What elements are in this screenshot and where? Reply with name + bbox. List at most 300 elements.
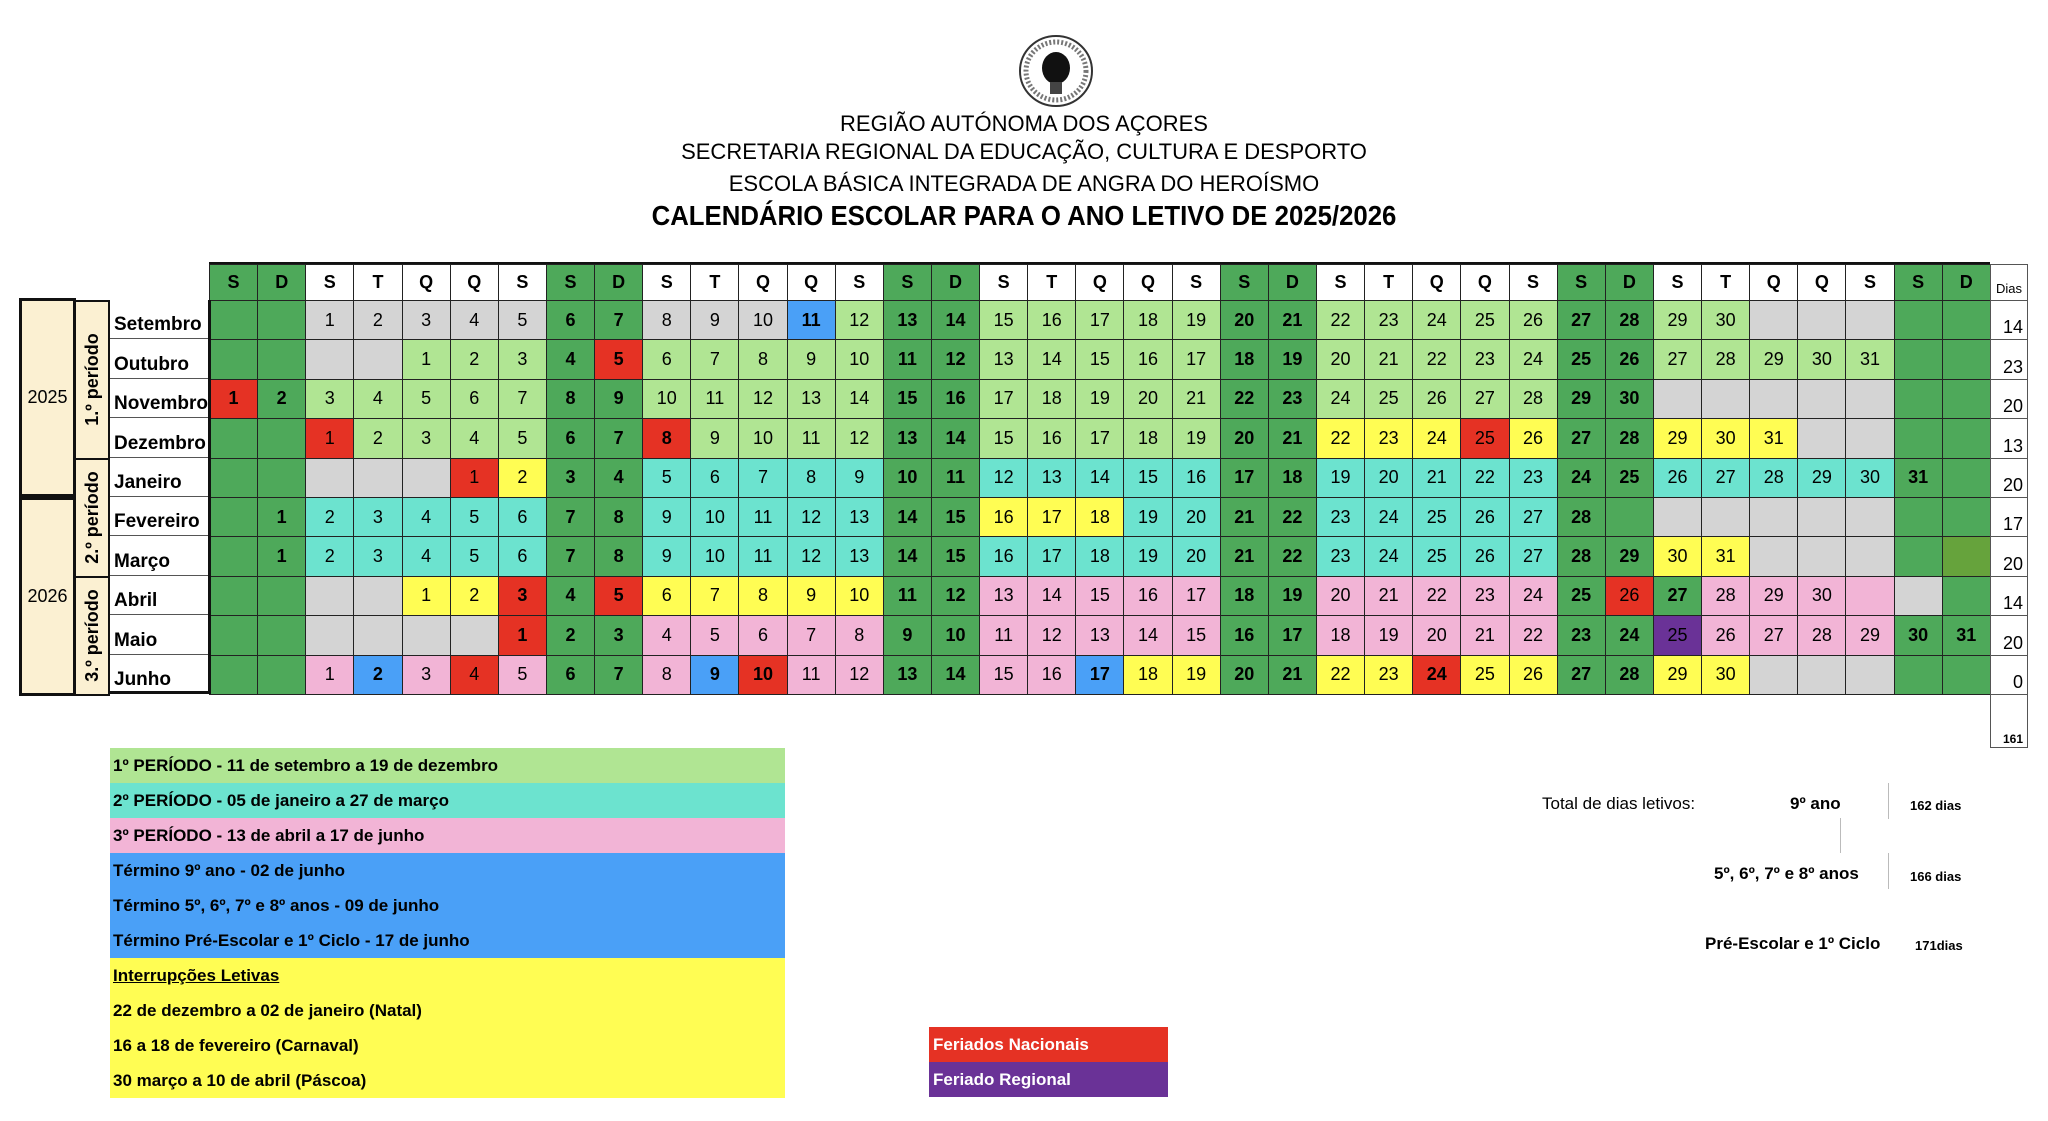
day-cell[interactable]: 11 [883, 576, 932, 616]
day-cell[interactable] [1942, 458, 1991, 498]
day-cell[interactable]: 8 [594, 536, 643, 576]
day-cell[interactable]: 25 [1557, 339, 1606, 379]
day-cell[interactable] [209, 655, 258, 695]
day-cell[interactable]: 9 [835, 458, 884, 498]
day-cell[interactable]: 14 [883, 497, 932, 537]
day-cell[interactable]: 19 [1123, 497, 1172, 537]
day-cell[interactable]: 14 [1075, 458, 1124, 498]
day-cell[interactable]: 13 [883, 300, 932, 340]
day-cell[interactable]: 24 [1412, 300, 1461, 340]
day-cell[interactable]: 9 [787, 576, 836, 616]
day-cell[interactable]: 17 [1027, 497, 1076, 537]
day-cell[interactable]: 21 [1220, 536, 1269, 576]
day-cell[interactable]: 30 [1797, 576, 1846, 616]
day-cell[interactable] [257, 300, 306, 340]
day-cell[interactable]: 25 [1557, 576, 1606, 616]
day-cell[interactable]: 29 [1653, 300, 1702, 340]
day-cell[interactable]: 12 [979, 458, 1028, 498]
day-cell[interactable]: 10 [738, 655, 787, 695]
day-cell[interactable]: 6 [546, 655, 595, 695]
day-cell[interactable]: 12 [931, 339, 980, 379]
day-cell[interactable]: 26 [1605, 576, 1654, 616]
day-cell[interactable]: 17 [1172, 339, 1221, 379]
day-cell[interactable]: 28 [1749, 458, 1798, 498]
day-cell[interactable] [209, 536, 258, 576]
day-cell[interactable]: 20 [1316, 339, 1365, 379]
day-cell[interactable]: 15 [931, 536, 980, 576]
day-cell[interactable]: 24 [1364, 497, 1413, 537]
day-cell[interactable]: 12 [835, 300, 884, 340]
day-cell[interactable] [353, 576, 402, 616]
day-cell[interactable]: 31 [1701, 536, 1750, 576]
day-cell[interactable]: 10 [738, 300, 787, 340]
day-cell[interactable]: 2 [546, 615, 595, 655]
day-cell[interactable]: 20 [1220, 655, 1269, 695]
day-cell[interactable]: 8 [642, 655, 691, 695]
day-cell[interactable]: 7 [594, 418, 643, 458]
day-cell[interactable]: 25 [1364, 379, 1413, 419]
day-cell[interactable] [209, 615, 258, 655]
day-cell[interactable]: 23 [1316, 536, 1365, 576]
day-cell[interactable]: 2 [498, 458, 547, 498]
day-cell[interactable]: 6 [642, 339, 691, 379]
day-cell[interactable]: 19 [1172, 655, 1221, 695]
day-cell[interactable]: 26 [1653, 458, 1702, 498]
day-cell[interactable]: 24 [1605, 615, 1654, 655]
day-cell[interactable]: 4 [450, 300, 499, 340]
day-cell[interactable] [1845, 300, 1894, 340]
day-cell[interactable]: 6 [642, 576, 691, 616]
day-cell[interactable]: 8 [738, 576, 787, 616]
day-cell[interactable]: 17 [1172, 576, 1221, 616]
day-cell[interactable]: 22 [1316, 418, 1365, 458]
day-cell[interactable]: 19 [1172, 418, 1221, 458]
day-cell[interactable]: 31 [1845, 339, 1894, 379]
day-cell[interactable]: 11 [979, 615, 1028, 655]
day-cell[interactable]: 13 [883, 655, 932, 695]
day-cell[interactable]: 2 [450, 576, 499, 616]
day-cell[interactable]: 14 [883, 536, 932, 576]
day-cell[interactable]: 17 [1075, 300, 1124, 340]
day-cell[interactable]: 16 [1220, 615, 1269, 655]
day-cell[interactable]: 15 [1075, 339, 1124, 379]
day-cell[interactable]: 13 [835, 536, 884, 576]
day-cell[interactable]: 8 [642, 300, 691, 340]
day-cell[interactable]: 6 [690, 458, 739, 498]
day-cell[interactable]: 31 [1749, 418, 1798, 458]
day-cell[interactable]: 11 [931, 458, 980, 498]
day-cell[interactable]: 3 [402, 418, 451, 458]
day-cell[interactable]: 26 [1509, 300, 1558, 340]
day-cell[interactable]: 24 [1316, 379, 1365, 419]
day-cell[interactable] [209, 458, 258, 498]
day-cell[interactable]: 3 [498, 576, 547, 616]
day-cell[interactable] [209, 418, 258, 458]
day-cell[interactable]: 13 [1075, 615, 1124, 655]
day-cell[interactable]: 3 [353, 536, 402, 576]
day-cell[interactable]: 21 [1364, 339, 1413, 379]
day-cell[interactable]: 7 [690, 576, 739, 616]
day-cell[interactable]: 29 [1749, 576, 1798, 616]
day-cell[interactable]: 8 [738, 339, 787, 379]
day-cell[interactable] [1749, 497, 1798, 537]
day-cell[interactable]: 17 [1220, 458, 1269, 498]
day-cell[interactable]: 19 [1268, 576, 1317, 616]
day-cell[interactable]: 4 [546, 339, 595, 379]
day-cell[interactable]: 22 [1316, 655, 1365, 695]
day-cell[interactable]: 22 [1412, 339, 1461, 379]
day-cell[interactable]: 13 [883, 418, 932, 458]
day-cell[interactable]: 1 [305, 418, 354, 458]
day-cell[interactable]: 8 [787, 458, 836, 498]
day-cell[interactable]: 10 [931, 615, 980, 655]
day-cell[interactable]: 8 [546, 379, 595, 419]
day-cell[interactable]: 18 [1123, 418, 1172, 458]
day-cell[interactable]: 28 [1605, 300, 1654, 340]
day-cell[interactable]: 28 [1701, 576, 1750, 616]
day-cell[interactable]: 26 [1509, 418, 1558, 458]
day-cell[interactable]: 11 [787, 655, 836, 695]
day-cell[interactable]: 16 [1027, 418, 1076, 458]
day-cell[interactable] [257, 339, 306, 379]
day-cell[interactable] [1653, 497, 1702, 537]
day-cell[interactable]: 3 [402, 300, 451, 340]
day-cell[interactable] [1894, 576, 1943, 616]
day-cell[interactable]: 21 [1268, 418, 1317, 458]
day-cell[interactable]: 15 [1123, 458, 1172, 498]
day-cell[interactable]: 26 [1412, 379, 1461, 419]
day-cell[interactable]: 18 [1075, 497, 1124, 537]
day-cell[interactable] [257, 576, 306, 616]
day-cell[interactable]: 6 [738, 615, 787, 655]
day-cell[interactable]: 5 [402, 379, 451, 419]
day-cell[interactable]: 27 [1509, 536, 1558, 576]
day-cell[interactable] [1605, 497, 1654, 537]
day-cell[interactable]: 20 [1123, 379, 1172, 419]
day-cell[interactable]: 13 [979, 576, 1028, 616]
day-cell[interactable]: 13 [1027, 458, 1076, 498]
day-cell[interactable]: 30 [1701, 418, 1750, 458]
day-cell[interactable]: 15 [1172, 615, 1221, 655]
day-cell[interactable]: 30 [1701, 655, 1750, 695]
day-cell[interactable]: 15 [931, 497, 980, 537]
day-cell[interactable]: 24 [1557, 458, 1606, 498]
day-cell[interactable]: 1 [257, 497, 306, 537]
day-cell[interactable]: 25 [1460, 418, 1509, 458]
day-cell[interactable] [257, 615, 306, 655]
day-cell[interactable]: 15 [979, 655, 1028, 695]
day-cell[interactable]: 17 [1075, 418, 1124, 458]
day-cell[interactable]: 29 [1653, 418, 1702, 458]
day-cell[interactable]: 25 [1605, 458, 1654, 498]
day-cell[interactable]: 2 [353, 655, 402, 695]
day-cell[interactable]: 10 [690, 497, 739, 537]
day-cell[interactable]: 19 [1123, 536, 1172, 576]
day-cell[interactable]: 27 [1701, 458, 1750, 498]
day-cell[interactable]: 29 [1605, 536, 1654, 576]
day-cell[interactable]: 26 [1460, 497, 1509, 537]
day-cell[interactable]: 5 [498, 300, 547, 340]
day-cell[interactable] [1894, 418, 1943, 458]
day-cell[interactable] [257, 418, 306, 458]
day-cell[interactable] [402, 615, 451, 655]
day-cell[interactable]: 23 [1460, 339, 1509, 379]
day-cell[interactable]: 31 [1894, 458, 1943, 498]
day-cell[interactable]: 26 [1509, 655, 1558, 695]
day-cell[interactable]: 20 [1364, 458, 1413, 498]
day-cell[interactable]: 18 [1268, 458, 1317, 498]
day-cell[interactable]: 12 [738, 379, 787, 419]
day-cell[interactable] [209, 339, 258, 379]
day-cell[interactable] [1894, 379, 1943, 419]
day-cell[interactable]: 3 [402, 655, 451, 695]
day-cell[interactable]: 9 [787, 339, 836, 379]
day-cell[interactable]: 19 [1316, 458, 1365, 498]
day-cell[interactable]: 7 [594, 655, 643, 695]
day-cell[interactable]: 7 [498, 379, 547, 419]
day-cell[interactable]: 29 [1557, 379, 1606, 419]
day-cell[interactable]: 2 [257, 379, 306, 419]
day-cell[interactable]: 18 [1220, 576, 1269, 616]
day-cell[interactable] [1797, 536, 1846, 576]
day-cell[interactable]: 5 [498, 655, 547, 695]
day-cell[interactable] [1894, 339, 1943, 379]
day-cell[interactable]: 1 [450, 458, 499, 498]
day-cell[interactable]: 1 [402, 339, 451, 379]
day-cell[interactable] [257, 458, 306, 498]
day-cell[interactable]: 27 [1653, 576, 1702, 616]
day-cell[interactable]: 26 [1701, 615, 1750, 655]
day-cell[interactable]: 27 [1749, 615, 1798, 655]
day-cell[interactable]: 6 [498, 497, 547, 537]
day-cell[interactable]: 9 [690, 300, 739, 340]
day-cell[interactable]: 16 [1027, 655, 1076, 695]
day-cell[interactable] [1894, 300, 1943, 340]
day-cell[interactable]: 23 [1316, 497, 1365, 537]
day-cell[interactable] [1942, 300, 1991, 340]
day-cell[interactable] [1894, 497, 1943, 537]
day-cell[interactable]: 9 [690, 655, 739, 695]
day-cell[interactable]: 5 [450, 536, 499, 576]
day-cell[interactable]: 23 [1557, 615, 1606, 655]
day-cell[interactable] [305, 615, 354, 655]
day-cell[interactable]: 5 [690, 615, 739, 655]
day-cell[interactable]: 23 [1364, 418, 1413, 458]
day-cell[interactable] [1894, 655, 1943, 695]
day-cell[interactable]: 17 [1268, 615, 1317, 655]
day-cell[interactable] [1653, 379, 1702, 419]
day-cell[interactable]: 26 [1605, 339, 1654, 379]
day-cell[interactable]: 15 [1075, 576, 1124, 616]
day-cell[interactable]: 18 [1123, 655, 1172, 695]
day-cell[interactable]: 22 [1316, 300, 1365, 340]
day-cell[interactable]: 28 [1509, 379, 1558, 419]
day-cell[interactable]: 13 [835, 497, 884, 537]
day-cell[interactable]: 9 [594, 379, 643, 419]
day-cell[interactable]: 1 [305, 655, 354, 695]
day-cell[interactable] [1749, 655, 1798, 695]
day-cell[interactable]: 21 [1460, 615, 1509, 655]
day-cell[interactable]: 15 [883, 379, 932, 419]
day-cell[interactable]: 16 [979, 536, 1028, 576]
day-cell[interactable] [1749, 379, 1798, 419]
day-cell[interactable]: 15 [979, 418, 1028, 458]
day-cell[interactable]: 30 [1845, 458, 1894, 498]
day-cell[interactable] [353, 615, 402, 655]
day-cell[interactable]: 11 [690, 379, 739, 419]
day-cell[interactable]: 3 [353, 497, 402, 537]
day-cell[interactable]: 26 [1460, 536, 1509, 576]
day-cell[interactable]: 5 [594, 339, 643, 379]
day-cell[interactable]: 2 [353, 300, 402, 340]
day-cell[interactable]: 8 [594, 497, 643, 537]
day-cell[interactable]: 7 [594, 300, 643, 340]
day-cell[interactable]: 28 [1701, 339, 1750, 379]
day-cell[interactable]: 14 [931, 655, 980, 695]
day-cell[interactable]: 12 [787, 536, 836, 576]
day-cell[interactable]: 22 [1460, 458, 1509, 498]
day-cell[interactable]: 27 [1557, 300, 1606, 340]
day-cell[interactable] [1701, 379, 1750, 419]
day-cell[interactable]: 27 [1557, 655, 1606, 695]
day-cell[interactable]: 20 [1220, 418, 1269, 458]
day-cell[interactable]: 25 [1412, 536, 1461, 576]
day-cell[interactable]: 3 [498, 339, 547, 379]
day-cell[interactable]: 31 [1942, 615, 1991, 655]
day-cell[interactable]: 4 [402, 497, 451, 537]
day-cell[interactable]: 22 [1268, 497, 1317, 537]
day-cell[interactable] [1845, 655, 1894, 695]
day-cell[interactable]: 14 [835, 379, 884, 419]
day-cell[interactable]: 9 [883, 615, 932, 655]
day-cell[interactable]: 21 [1268, 655, 1317, 695]
day-cell[interactable]: 14 [931, 300, 980, 340]
day-cell[interactable]: 18 [1220, 339, 1269, 379]
day-cell[interactable]: 1 [498, 615, 547, 655]
day-cell[interactable]: 29 [1749, 339, 1798, 379]
day-cell[interactable]: 29 [1845, 615, 1894, 655]
day-cell[interactable]: 19 [1268, 339, 1317, 379]
day-cell[interactable]: 4 [402, 536, 451, 576]
day-cell[interactable]: 22 [1509, 615, 1558, 655]
day-cell[interactable]: 22 [1268, 536, 1317, 576]
day-cell[interactable]: 1 [257, 536, 306, 576]
day-cell[interactable]: 14 [1027, 576, 1076, 616]
day-cell[interactable]: 4 [450, 418, 499, 458]
day-cell[interactable]: 11 [787, 300, 836, 340]
day-cell[interactable]: 29 [1653, 655, 1702, 695]
day-cell[interactable] [209, 300, 258, 340]
day-cell[interactable]: 8 [642, 418, 691, 458]
day-cell[interactable]: 11 [738, 536, 787, 576]
day-cell[interactable]: 7 [787, 615, 836, 655]
day-cell[interactable] [353, 339, 402, 379]
day-cell[interactable]: 30 [1653, 536, 1702, 576]
day-cell[interactable]: 28 [1797, 615, 1846, 655]
day-cell[interactable]: 9 [690, 418, 739, 458]
day-cell[interactable]: 12 [1027, 615, 1076, 655]
day-cell[interactable] [1845, 418, 1894, 458]
day-cell[interactable]: 14 [1027, 339, 1076, 379]
day-cell[interactable]: 16 [1123, 576, 1172, 616]
day-cell[interactable]: 28 [1605, 418, 1654, 458]
day-cell[interactable]: 17 [1027, 536, 1076, 576]
day-cell[interactable]: 18 [1123, 300, 1172, 340]
day-cell[interactable]: 8 [835, 615, 884, 655]
day-cell[interactable]: 12 [835, 418, 884, 458]
day-cell[interactable]: 11 [787, 418, 836, 458]
day-cell[interactable]: 12 [931, 576, 980, 616]
day-cell[interactable] [305, 458, 354, 498]
day-cell[interactable]: 4 [450, 655, 499, 695]
day-cell[interactable]: 20 [1172, 497, 1221, 537]
day-cell[interactable]: 2 [305, 497, 354, 537]
day-cell[interactable]: 24 [1412, 655, 1461, 695]
day-cell[interactable]: 25 [1653, 615, 1702, 655]
day-cell[interactable]: 1 [209, 379, 258, 419]
day-cell[interactable] [209, 576, 258, 616]
day-cell[interactable]: 3 [594, 615, 643, 655]
day-cell[interactable]: 23 [1364, 655, 1413, 695]
day-cell[interactable]: 28 [1605, 655, 1654, 695]
day-cell[interactable]: 25 [1460, 300, 1509, 340]
day-cell[interactable]: 4 [594, 458, 643, 498]
day-cell[interactable]: 27 [1653, 339, 1702, 379]
day-cell[interactable] [1845, 536, 1894, 576]
day-cell[interactable] [209, 497, 258, 537]
day-cell[interactable]: 14 [1123, 615, 1172, 655]
day-cell[interactable]: 27 [1509, 497, 1558, 537]
day-cell[interactable]: 30 [1605, 379, 1654, 419]
day-cell[interactable] [450, 615, 499, 655]
day-cell[interactable]: 11 [738, 497, 787, 537]
day-cell[interactable] [305, 339, 354, 379]
day-cell[interactable]: 23 [1460, 576, 1509, 616]
day-cell[interactable] [1942, 497, 1991, 537]
day-cell[interactable] [1942, 339, 1991, 379]
day-cell[interactable]: 4 [353, 379, 402, 419]
day-cell[interactable]: 11 [883, 339, 932, 379]
day-cell[interactable] [1942, 655, 1991, 695]
day-cell[interactable]: 21 [1172, 379, 1221, 419]
day-cell[interactable]: 28 [1557, 536, 1606, 576]
day-cell[interactable]: 20 [1172, 536, 1221, 576]
day-cell[interactable] [1894, 536, 1943, 576]
day-cell[interactable]: 20 [1412, 615, 1461, 655]
day-cell[interactable]: 9 [642, 497, 691, 537]
day-cell[interactable]: 18 [1027, 379, 1076, 419]
day-cell[interactable] [1942, 536, 1991, 576]
day-cell[interactable] [1797, 497, 1846, 537]
day-cell[interactable]: 2 [353, 418, 402, 458]
day-cell[interactable]: 10 [642, 379, 691, 419]
day-cell[interactable]: 7 [738, 458, 787, 498]
day-cell[interactable]: 10 [690, 536, 739, 576]
day-cell[interactable]: 1 [305, 300, 354, 340]
day-cell[interactable]: 17 [979, 379, 1028, 419]
day-cell[interactable]: 5 [642, 458, 691, 498]
day-cell[interactable]: 1 [402, 576, 451, 616]
day-cell[interactable]: 7 [546, 497, 595, 537]
day-cell[interactable]: 10 [738, 418, 787, 458]
day-cell[interactable]: 6 [498, 536, 547, 576]
day-cell[interactable] [1749, 300, 1798, 340]
day-cell[interactable]: 24 [1509, 576, 1558, 616]
day-cell[interactable]: 21 [1268, 300, 1317, 340]
day-cell[interactable]: 23 [1364, 300, 1413, 340]
day-cell[interactable]: 30 [1894, 615, 1943, 655]
day-cell[interactable] [1845, 497, 1894, 537]
